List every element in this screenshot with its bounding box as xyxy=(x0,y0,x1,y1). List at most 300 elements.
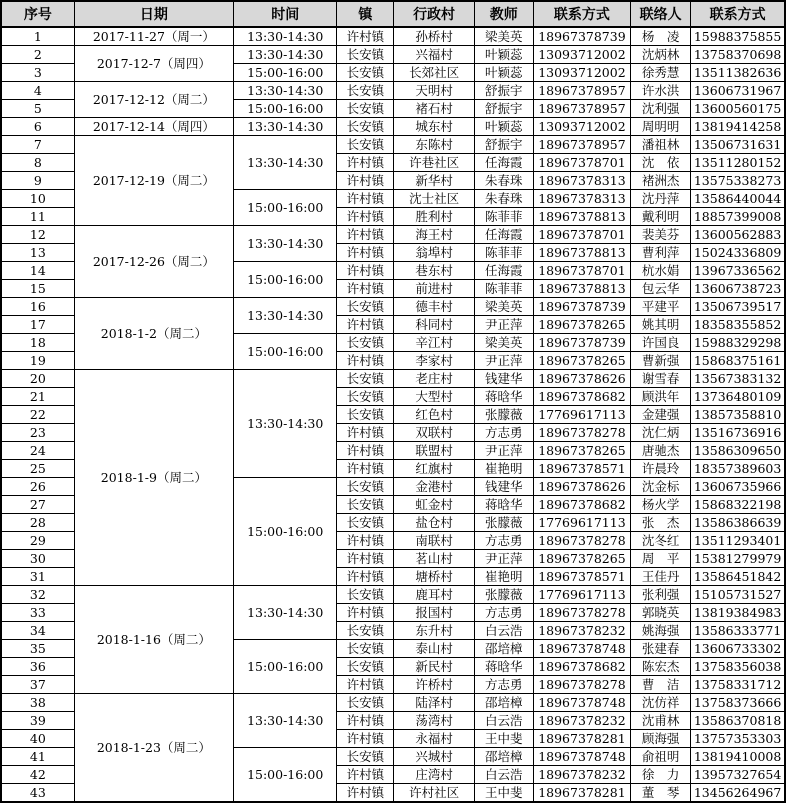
teacher-phone-cell: 18967378682 xyxy=(533,658,630,676)
teacher-cell: 舒振宇 xyxy=(474,136,533,154)
village-cell: 红色村 xyxy=(394,406,474,424)
teacher-cell: 叶颖蕊 xyxy=(474,118,533,136)
time-cell: 13:30-14:30 xyxy=(234,118,337,136)
town-cell: 许村镇 xyxy=(337,244,394,262)
contact-cell: 曹新强 xyxy=(631,352,691,370)
contact-phone-cell: 13586440044 xyxy=(691,190,785,208)
teacher-phone-cell: 13093712002 xyxy=(533,64,630,82)
header-teacher: 教师 xyxy=(474,1,533,27)
serial-cell: 30 xyxy=(1,550,74,568)
time-cell: 13:30-14:30 xyxy=(234,370,337,478)
teacher-phone-cell: 18967378278 xyxy=(533,604,630,622)
village-cell: 科同村 xyxy=(394,316,474,334)
contact-phone-cell: 13758331712 xyxy=(691,676,785,694)
header-date: 日期 xyxy=(74,1,233,27)
contact-cell: 谢雪春 xyxy=(631,370,691,388)
time-cell: 15:00-16:00 xyxy=(234,64,337,82)
contact-phone-cell: 13600562883 xyxy=(691,226,785,244)
serial-cell: 31 xyxy=(1,568,74,586)
header-row xyxy=(1,1,785,27)
teacher-phone-cell: 18967378232 xyxy=(533,766,630,784)
town-cell: 许村镇 xyxy=(337,712,394,730)
town-cell: 长安镇 xyxy=(337,46,394,64)
date-cell: 2018-1-9（周二） xyxy=(74,370,233,586)
town-cell: 长安镇 xyxy=(337,136,394,154)
teacher-cell: 陈菲菲 xyxy=(474,244,533,262)
serial-cell: 28 xyxy=(1,514,74,532)
town-cell: 许村镇 xyxy=(337,208,394,226)
contact-cell: 周 平 xyxy=(631,550,691,568)
teacher-phone-cell: 18967378278 xyxy=(533,532,630,550)
serial-cell: 5 xyxy=(1,100,74,118)
contact-phone-cell: 18357389603 xyxy=(691,460,785,478)
town-cell: 长安镇 xyxy=(337,496,394,514)
contact-cell: 周明明 xyxy=(631,118,691,136)
contact-cell: 杨 凌 xyxy=(631,27,691,46)
contact-phone-cell: 13757353303 xyxy=(691,730,785,748)
village-cell: 新华村 xyxy=(394,172,474,190)
teacher-cell: 尹正萍 xyxy=(474,352,533,370)
serial-cell: 14 xyxy=(1,262,74,280)
teacher-cell: 钱建华 xyxy=(474,370,533,388)
header-town: 镇 xyxy=(337,1,394,27)
time-cell: 15:00-16:00 xyxy=(234,748,337,803)
contact-cell: 董 琴 xyxy=(631,784,691,803)
teacher-phone-cell: 18967378265 xyxy=(533,316,630,334)
contact-phone-cell: 13606735966 xyxy=(691,478,785,496)
village-cell: 联盟村 xyxy=(394,442,474,460)
village-cell: 庄湾村 xyxy=(394,766,474,784)
contact-phone-cell: 13506739517 xyxy=(691,298,785,316)
time-cell: 15:00-16:00 xyxy=(234,334,337,370)
village-cell: 长郊社区 xyxy=(394,64,474,82)
serial-cell: 18 xyxy=(1,334,74,352)
contact-cell: 沈仁炳 xyxy=(631,424,691,442)
serial-cell: 34 xyxy=(1,622,74,640)
serial-cell: 37 xyxy=(1,676,74,694)
teacher-cell: 舒振宇 xyxy=(474,82,533,100)
serial-cell: 7 xyxy=(1,136,74,154)
date-cell: 2017-12-7（周四） xyxy=(74,46,233,82)
teacher-phone-cell: 18967378957 xyxy=(533,136,630,154)
teacher-phone-cell: 18967378571 xyxy=(533,568,630,586)
teacher-phone-cell: 18967378748 xyxy=(533,640,630,658)
town-cell: 长安镇 xyxy=(337,118,394,136)
teacher-phone-cell: 17769617113 xyxy=(533,406,630,424)
teacher-cell: 钱建华 xyxy=(474,478,533,496)
village-cell: 陆泽村 xyxy=(394,694,474,712)
teacher-phone-cell: 18967378739 xyxy=(533,334,630,352)
town-cell: 长安镇 xyxy=(337,388,394,406)
serial-cell: 6 xyxy=(1,118,74,136)
teacher-cell: 梁美英 xyxy=(474,298,533,316)
village-cell: 老庄村 xyxy=(394,370,474,388)
town-cell: 许村镇 xyxy=(337,424,394,442)
teacher-phone-cell: 18967378682 xyxy=(533,388,630,406)
serial-cell: 39 xyxy=(1,712,74,730)
teacher-phone-cell: 18967378281 xyxy=(533,730,630,748)
town-cell: 许村镇 xyxy=(337,262,394,280)
town-cell: 许村镇 xyxy=(337,280,394,298)
village-cell: 塘桥村 xyxy=(394,568,474,586)
contact-cell: 姚其明 xyxy=(631,316,691,334)
serial-cell: 17 xyxy=(1,316,74,334)
serial-cell: 33 xyxy=(1,604,74,622)
contact-phone-cell: 15868322198 xyxy=(691,496,785,514)
contact-cell: 徐秀慧 xyxy=(631,64,691,82)
village-cell: 前进村 xyxy=(394,280,474,298)
village-cell: 新民村 xyxy=(394,658,474,676)
teacher-cell: 崔艳明 xyxy=(474,568,533,586)
contact-cell: 平建平 xyxy=(631,298,691,316)
village-cell: 褚石村 xyxy=(394,100,474,118)
serial-cell: 40 xyxy=(1,730,74,748)
serial-cell: 16 xyxy=(1,298,74,316)
teacher-cell: 方志勇 xyxy=(474,676,533,694)
table-row xyxy=(1,136,785,154)
town-cell: 长安镇 xyxy=(337,748,394,766)
contact-cell: 褚洲杰 xyxy=(631,172,691,190)
contact-cell: 沈丹萍 xyxy=(631,190,691,208)
village-cell: 沈士社区 xyxy=(394,190,474,208)
serial-cell: 32 xyxy=(1,586,74,604)
header-village: 行政村 xyxy=(394,1,474,27)
town-cell: 长安镇 xyxy=(337,586,394,604)
teacher-phone-cell: 18967378813 xyxy=(533,244,630,262)
town-cell: 许村镇 xyxy=(337,784,394,803)
contact-cell: 张 杰 xyxy=(631,514,691,532)
teacher-cell: 叶颖蕊 xyxy=(474,64,533,82)
town-cell: 许村镇 xyxy=(337,460,394,478)
town-cell: 许村镇 xyxy=(337,442,394,460)
serial-cell: 20 xyxy=(1,370,74,388)
contact-cell: 姚海强 xyxy=(631,622,691,640)
town-cell: 长安镇 xyxy=(337,100,394,118)
contact-cell: 沈冬红 xyxy=(631,532,691,550)
contact-cell: 曹 洁 xyxy=(631,676,691,694)
time-cell: 13:30-14:30 xyxy=(234,226,337,262)
serial-cell: 19 xyxy=(1,352,74,370)
contact-phone-cell: 13819410008 xyxy=(691,748,785,766)
village-cell: 孙桥村 xyxy=(394,27,474,46)
time-cell: 15:00-16:00 xyxy=(234,100,337,118)
date-cell: 2018-1-23（周二） xyxy=(74,694,233,803)
contact-phone-cell: 13758370698 xyxy=(691,46,785,64)
date-cell: 2017-12-12（周二） xyxy=(74,82,233,118)
serial-cell: 35 xyxy=(1,640,74,658)
teacher-phone-cell: 18967378281 xyxy=(533,784,630,803)
time-cell: 15:00-16:00 xyxy=(234,262,337,298)
contact-phone-cell: 13575338273 xyxy=(691,172,785,190)
village-cell: 泰山村 xyxy=(394,640,474,658)
contact-cell: 沈金标 xyxy=(631,478,691,496)
teacher-cell: 张朦薇 xyxy=(474,586,533,604)
contact-phone-cell: 13586333771 xyxy=(691,622,785,640)
teacher-cell: 梁美英 xyxy=(474,27,533,46)
time-cell: 13:30-14:30 xyxy=(234,46,337,64)
teacher-phone-cell: 18967378626 xyxy=(533,478,630,496)
town-cell: 长安镇 xyxy=(337,694,394,712)
contact-phone-cell: 13606733302 xyxy=(691,640,785,658)
teacher-phone-cell: 18967378571 xyxy=(533,460,630,478)
teacher-cell: 任海霞 xyxy=(474,262,533,280)
contact-phone-cell: 13511280152 xyxy=(691,154,785,172)
serial-cell: 24 xyxy=(1,442,74,460)
serial-cell: 1 xyxy=(1,27,74,46)
village-cell: 翁埠村 xyxy=(394,244,474,262)
serial-cell: 43 xyxy=(1,784,74,803)
contact-cell: 曹利萍 xyxy=(631,244,691,262)
teacher-phone-cell: 18967378626 xyxy=(533,370,630,388)
contact-phone-cell: 13586386639 xyxy=(691,514,785,532)
teacher-cell: 方志勇 xyxy=(474,604,533,622)
date-cell: 2017-12-19（周二） xyxy=(74,136,233,226)
teacher-phone-cell: 13093712002 xyxy=(533,46,630,64)
contact-cell: 张建春 xyxy=(631,640,691,658)
time-cell: 13:30-14:30 xyxy=(234,694,337,748)
contact-phone-cell: 13506731631 xyxy=(691,136,785,154)
contact-phone-cell: 13586370818 xyxy=(691,712,785,730)
contact-cell: 杭水娟 xyxy=(631,262,691,280)
village-cell: 许巷社区 xyxy=(394,154,474,172)
contact-phone-cell: 15988329298 xyxy=(691,334,785,352)
village-cell: 荡湾村 xyxy=(394,712,474,730)
serial-cell: 21 xyxy=(1,388,74,406)
teacher-phone-cell: 18967378682 xyxy=(533,496,630,514)
time-cell: 13:30-14:30 xyxy=(234,586,337,640)
contact-phone-cell: 13736480109 xyxy=(691,388,785,406)
header-contact-phone: 联系方式 xyxy=(691,1,785,27)
teacher-phone-cell: 18967378232 xyxy=(533,712,630,730)
teacher-cell: 舒振宇 xyxy=(474,100,533,118)
time-cell: 15:00-16:00 xyxy=(234,190,337,226)
contact-cell: 沈甫林 xyxy=(631,712,691,730)
village-cell: 巷东村 xyxy=(394,262,474,280)
contact-phone-cell: 15381279979 xyxy=(691,550,785,568)
teacher-phone-cell: 18967378813 xyxy=(533,208,630,226)
village-cell: 东升村 xyxy=(394,622,474,640)
contact-cell: 裴美芬 xyxy=(631,226,691,244)
contact-cell: 沈炳林 xyxy=(631,46,691,64)
town-cell: 长安镇 xyxy=(337,82,394,100)
village-cell: 金港村 xyxy=(394,478,474,496)
contact-phone-cell: 13516736916 xyxy=(691,424,785,442)
contact-cell: 许水洪 xyxy=(631,82,691,100)
teacher-phone-cell: 18967378748 xyxy=(533,694,630,712)
teacher-cell: 朱春珠 xyxy=(474,190,533,208)
contact-phone-cell: 13511293401 xyxy=(691,532,785,550)
town-cell: 长安镇 xyxy=(337,298,394,316)
header-serial: 序号 xyxy=(1,1,74,27)
teacher-phone-cell: 18967378265 xyxy=(533,352,630,370)
town-cell: 许村镇 xyxy=(337,730,394,748)
contact-cell: 张利强 xyxy=(631,586,691,604)
contact-phone-cell: 13957327654 xyxy=(691,766,785,784)
serial-cell: 36 xyxy=(1,658,74,676)
table-row xyxy=(1,118,785,136)
town-cell: 许村镇 xyxy=(337,604,394,622)
teacher-cell: 王中斐 xyxy=(474,784,533,803)
serial-cell: 15 xyxy=(1,280,74,298)
time-cell: 15:00-16:00 xyxy=(234,478,337,586)
serial-cell: 27 xyxy=(1,496,74,514)
town-cell: 长安镇 xyxy=(337,640,394,658)
village-cell: 辛江村 xyxy=(394,334,474,352)
village-cell: 盐仓村 xyxy=(394,514,474,532)
teacher-cell: 尹正萍 xyxy=(474,316,533,334)
town-cell: 许村镇 xyxy=(337,352,394,370)
serial-cell: 23 xyxy=(1,424,74,442)
village-cell: 茗山村 xyxy=(394,550,474,568)
time-cell: 13:30-14:30 xyxy=(234,82,337,100)
table-row xyxy=(1,370,785,388)
teacher-cell: 任海霞 xyxy=(474,226,533,244)
village-cell: 海王村 xyxy=(394,226,474,244)
town-cell: 许村镇 xyxy=(337,550,394,568)
town-cell: 长安镇 xyxy=(337,622,394,640)
town-cell: 许村镇 xyxy=(337,27,394,46)
village-cell: 双联村 xyxy=(394,424,474,442)
contact-phone-cell: 13511382636 xyxy=(691,64,785,82)
contact-phone-cell: 13819414258 xyxy=(691,118,785,136)
header-contact: 联络人 xyxy=(631,1,691,27)
teacher-cell: 蒋晗华 xyxy=(474,658,533,676)
contact-cell: 王佳丹 xyxy=(631,568,691,586)
village-cell: 报国村 xyxy=(394,604,474,622)
time-cell: 13:30-14:30 xyxy=(234,27,337,46)
village-cell: 兴城村 xyxy=(394,748,474,766)
contact-phone-cell: 13857358810 xyxy=(691,406,785,424)
date-cell: 2018-1-16（周二） xyxy=(74,586,233,694)
teacher-phone-cell: 18967378957 xyxy=(533,100,630,118)
serial-cell: 41 xyxy=(1,748,74,766)
town-cell: 许村镇 xyxy=(337,568,394,586)
contact-cell: 顾洪年 xyxy=(631,388,691,406)
village-cell: 德丰村 xyxy=(394,298,474,316)
teacher-cell: 白云浩 xyxy=(474,766,533,784)
teacher-cell: 王中斐 xyxy=(474,730,533,748)
teacher-phone-cell: 18967378701 xyxy=(533,226,630,244)
contact-phone-cell: 13606731967 xyxy=(691,82,785,100)
contact-phone-cell: 15105731527 xyxy=(691,586,785,604)
contact-cell: 沈仿祥 xyxy=(631,694,691,712)
serial-cell: 26 xyxy=(1,478,74,496)
teacher-cell: 张朦薇 xyxy=(474,514,533,532)
date-cell: 2017-12-14（周四） xyxy=(74,118,233,136)
teacher-phone-cell: 13093712002 xyxy=(533,118,630,136)
serial-cell: 13 xyxy=(1,244,74,262)
village-cell: 李家村 xyxy=(394,352,474,370)
village-cell: 许村社区 xyxy=(394,784,474,803)
contact-cell: 顾海强 xyxy=(631,730,691,748)
teacher-phone-cell: 18967378739 xyxy=(533,27,630,46)
town-cell: 许村镇 xyxy=(337,766,394,784)
contact-phone-cell: 13758356038 xyxy=(691,658,785,676)
town-cell: 长安镇 xyxy=(337,370,394,388)
contact-phone-cell: 13567383132 xyxy=(691,370,785,388)
contact-phone-cell: 15024336809 xyxy=(691,244,785,262)
header-time: 时间 xyxy=(234,1,337,27)
village-cell: 大型村 xyxy=(394,388,474,406)
serial-cell: 11 xyxy=(1,208,74,226)
contact-phone-cell: 15868375161 xyxy=(691,352,785,370)
village-cell: 天明村 xyxy=(394,82,474,100)
contact-cell: 杨火学 xyxy=(631,496,691,514)
village-cell: 许桥村 xyxy=(394,676,474,694)
town-cell: 许村镇 xyxy=(337,226,394,244)
teacher-cell: 叶颖蕊 xyxy=(474,46,533,64)
teacher-cell: 邵培樟 xyxy=(474,748,533,766)
time-cell: 13:30-14:30 xyxy=(234,298,337,334)
contact-phone-cell: 18358355852 xyxy=(691,316,785,334)
teacher-cell: 陈菲菲 xyxy=(474,280,533,298)
serial-cell: 25 xyxy=(1,460,74,478)
contact-phone-cell: 13600560175 xyxy=(691,100,785,118)
table-row xyxy=(1,694,785,712)
table-row xyxy=(1,46,785,64)
time-cell: 15:00-16:00 xyxy=(234,640,337,694)
teacher-phone-cell: 18967378957 xyxy=(533,82,630,100)
teacher-cell: 白云浩 xyxy=(474,622,533,640)
contact-phone-cell: 13967336562 xyxy=(691,262,785,280)
teacher-phone-cell: 18967378739 xyxy=(533,298,630,316)
teacher-cell: 尹正萍 xyxy=(474,550,533,568)
time-cell: 13:30-14:30 xyxy=(234,136,337,190)
teacher-phone-cell: 18967378265 xyxy=(533,442,630,460)
table-row xyxy=(1,27,785,46)
teacher-cell: 尹正萍 xyxy=(474,442,533,460)
town-cell: 长安镇 xyxy=(337,514,394,532)
town-cell: 长安镇 xyxy=(337,406,394,424)
village-cell: 东陈村 xyxy=(394,136,474,154)
town-cell: 许村镇 xyxy=(337,316,394,334)
serial-cell: 3 xyxy=(1,64,74,82)
village-cell: 城东村 xyxy=(394,118,474,136)
town-cell: 长安镇 xyxy=(337,478,394,496)
contact-cell: 包云华 xyxy=(631,280,691,298)
teacher-phone-cell: 18967378313 xyxy=(533,190,630,208)
serial-cell: 29 xyxy=(1,532,74,550)
contact-cell: 陈宏杰 xyxy=(631,658,691,676)
serial-cell: 8 xyxy=(1,154,74,172)
teacher-cell: 张朦薇 xyxy=(474,406,533,424)
date-cell: 2017-12-26（周二） xyxy=(74,226,233,298)
village-cell: 胜利村 xyxy=(394,208,474,226)
contact-phone-cell: 13758373666 xyxy=(691,694,785,712)
teacher-phone-cell: 18967378232 xyxy=(533,622,630,640)
town-cell: 长安镇 xyxy=(337,64,394,82)
village-cell: 永福村 xyxy=(394,730,474,748)
teacher-cell: 方志勇 xyxy=(474,532,533,550)
contact-phone-cell: 15988375855 xyxy=(691,27,785,46)
teacher-phone-cell: 18967378313 xyxy=(533,172,630,190)
serial-cell: 2 xyxy=(1,46,74,64)
town-cell: 许村镇 xyxy=(337,172,394,190)
contact-cell: 金建强 xyxy=(631,406,691,424)
village-cell: 鹿耳村 xyxy=(394,586,474,604)
town-cell: 许村镇 xyxy=(337,676,394,694)
header-phone: 联系方式 xyxy=(533,1,630,27)
town-cell: 许村镇 xyxy=(337,190,394,208)
teacher-phone-cell: 17769617113 xyxy=(533,586,630,604)
contact-cell: 许国良 xyxy=(631,334,691,352)
village-cell: 红旗村 xyxy=(394,460,474,478)
teacher-phone-cell: 18967378701 xyxy=(533,262,630,280)
table-row xyxy=(1,82,785,100)
contact-phone-cell: 13586309650 xyxy=(691,442,785,460)
contact-phone-cell: 13606738723 xyxy=(691,280,785,298)
date-cell: 2017-11-27（周一） xyxy=(74,27,233,46)
